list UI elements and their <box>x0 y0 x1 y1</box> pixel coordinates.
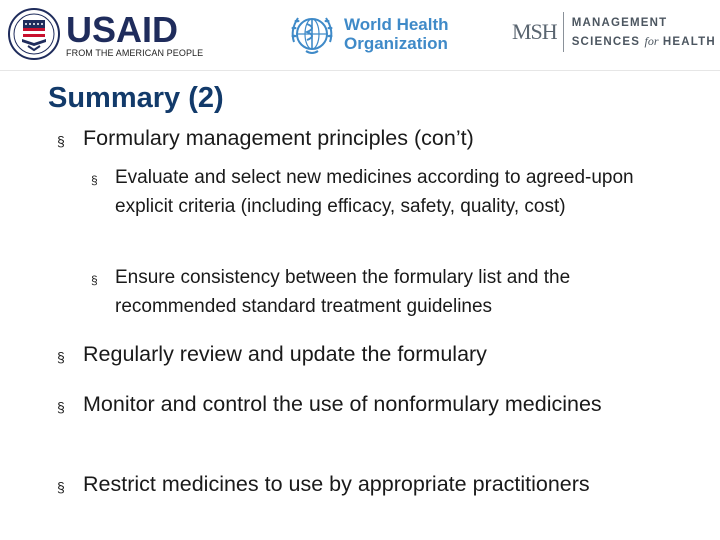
bullet-item <box>57 469 687 503</box>
bullet-text: Formulary management principles (con’t) <box>83 126 474 150</box>
bullet-item <box>91 163 691 221</box>
bullet-item <box>57 123 687 157</box>
msh-logo <box>512 12 716 52</box>
bullet-item <box>91 263 691 321</box>
bullet-marker-icon: § <box>57 133 65 149</box>
header-rule <box>0 70 720 71</box>
msh-line2-for: for <box>644 33 659 48</box>
msh-mark: MSH <box>512 19 557 44</box>
bullet-text: Evaluate and select new medicines according to agreed-upon explicit criteria (including efficacy, safety, quality, cost) <box>115 167 634 217</box>
bullet-item <box>57 339 687 373</box>
bullet-marker-icon: § <box>91 273 98 287</box>
bullet-text: Restrict medicines to use by appropriate practitioners <box>83 472 590 496</box>
msh-line2-b: HEALTH <box>662 35 716 48</box>
bullet-item <box>57 389 687 423</box>
msh-line2-a: SCIENCES <box>571 35 641 48</box>
msh-line2 <box>572 32 716 51</box>
usaid-wordmark: USAID <box>66 8 179 50</box>
who-line2: Organization <box>344 34 448 53</box>
bullet-text: Ensure consistency between the formulary list and the recommended standard treatment guidelines <box>115 267 571 317</box>
logo-band <box>0 0 720 66</box>
bullet-marker-icon: § <box>57 349 65 365</box>
bullet-text: Monitor and control the use of nonformulary medicines <box>83 392 602 416</box>
bullet-marker-icon: § <box>57 399 65 415</box>
usaid-seal-icon <box>8 8 60 60</box>
bullet-marker-icon: § <box>91 173 98 187</box>
usaid-tagline: FROM THE AMERICAN PEOPLE <box>66 47 204 58</box>
who-line1: World Health <box>344 15 449 34</box>
who-logo <box>286 8 449 60</box>
who-emblem-icon <box>286 8 338 60</box>
msh-line1: MANAGEMENT <box>571 16 668 29</box>
bullet-text: Regularly review and update the formulary <box>83 342 487 366</box>
slide-title: Summary (2) <box>48 82 224 114</box>
bullet-marker-icon: § <box>57 479 65 495</box>
usaid-logo <box>8 8 203 60</box>
msh-divider <box>563 12 564 52</box>
